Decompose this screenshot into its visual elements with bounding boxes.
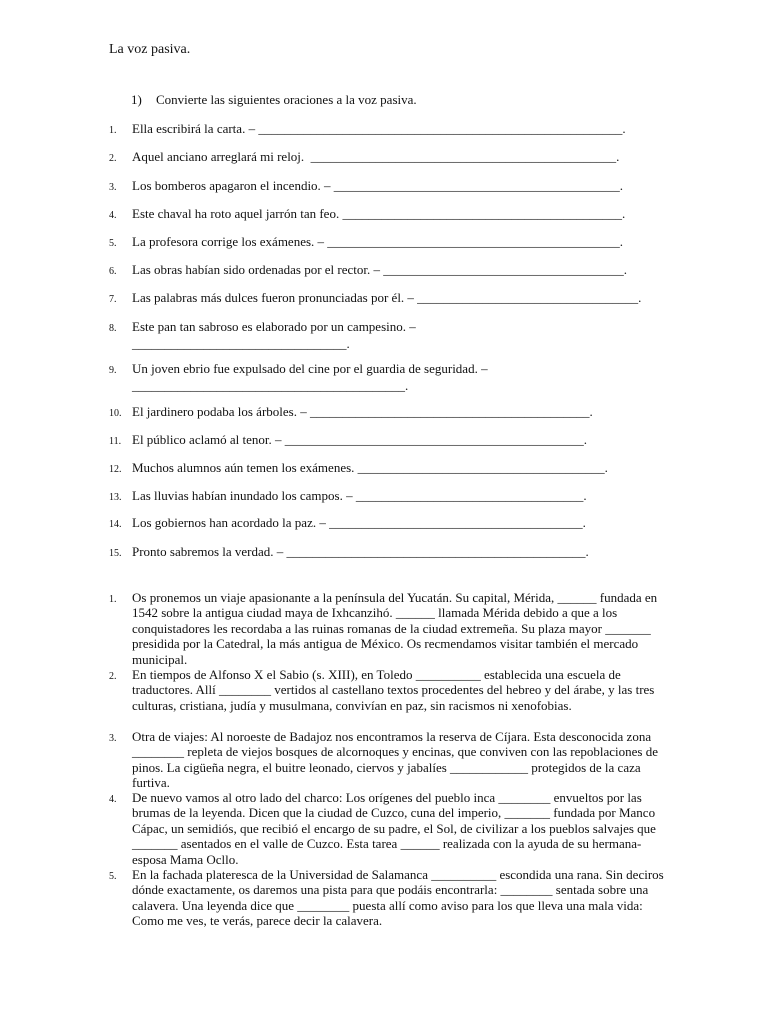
instruction-text: Convierte las siguientes oraciones a la voz pasiva. — [156, 92, 417, 107]
exercise-text: El jardinero podaba los árboles. – ___________________________________________. — [132, 404, 593, 419]
exercise-text: El público aclamó al tenor. – ______________________________________________. — [132, 432, 587, 447]
exercise-number: 13. — [109, 492, 122, 503]
exercise-number: 7. — [109, 294, 117, 305]
exercise-number: 1. — [109, 125, 117, 136]
paragraph-number: 4. — [109, 794, 117, 805]
exercise-text: Los bomberos apagaron el incendio. – ____________________________________________. — [132, 178, 624, 193]
exercise-text: Ella escribirá la carta. – ________________________________________________________. — [132, 121, 626, 136]
instruction-number: 1) — [131, 92, 142, 107]
paragraph-text: Otra de viajes: Al noroeste de Badajoz nos encontramos la reserva de Cíjara. Esta desconocida zona ________ repleta de viejos bosques de alcornoques y encinas, que conviven con las repoblaciones de pinos. La cigüeña negra, el buitre leonado, ciervos y jabalíes ____________ protegidos de la caza furtiva. — [132, 729, 658, 791]
exercise-text: Los gobiernos han acordado la paz. – _______________________________________. — [132, 515, 586, 530]
exercise-number: 3. — [109, 182, 117, 193]
instruction — [131, 92, 417, 108]
exercise-number: 2. — [109, 153, 117, 164]
paragraph-number: 5. — [109, 871, 117, 882]
exercise-number: 15. — [109, 548, 122, 559]
page-title: La voz pasiva. — [109, 42, 191, 57]
paragraph-text: De nuevo vamos al otro lado del charco: Los orígenes del pueblo inca ________ envueltos por las brumas de la leyenda. Dicen que la ciudad de Cuzco, cuna del imperio, _______ fundada por Manco Cápac, un semidiós, que recibió el encargo de su padre, el Sol, de civilizar a los pueblos salvajes que _______ asentados en el valle de Cuzco. Esta tarea ______ realizada con la ayuda de su hermana-esposa Mama Ocllo. — [132, 790, 656, 867]
exercise-number: 4. — [109, 210, 117, 221]
exercise-number: 14. — [109, 519, 122, 530]
exercise-number: 5. — [109, 238, 117, 249]
paragraph-number: 2. — [109, 671, 117, 682]
exercise-number: 8. — [109, 323, 117, 334]
exercise-text: Este pan tan sabroso es elaborado por un campesino. – _________________________________. — [132, 319, 416, 351]
exercise-text: Un joven ebrio fue expulsado del cine por el guardia de seguridad. – __________________________________________. — [132, 361, 488, 393]
exercise-number: 12. — [109, 464, 122, 475]
exercise-text: Las palabras más dulces fueron pronunciadas por él. – __________________________________. — [132, 290, 642, 305]
exercise-text: Las lluvias habían inundado los campos. – ___________________________________. — [132, 488, 587, 503]
paragraph-number: 3. — [109, 733, 117, 744]
exercise-number: 9. — [109, 365, 117, 376]
exercise-text: Este chaval ha roto aquel jarrón tan feo. ___________________________________________. — [132, 206, 626, 221]
exercise-text: La profesora corrige los exámenes. – _____________________________________________. — [132, 234, 624, 249]
paragraph-text: En la fachada plateresca de la Universidad de Salamanca __________ escondida una rana. Sin deciros dónde exactamente, os daremos una pista para que podáis encontrarla: ________ sentada sobre una calavera. Una leyenda dice que ________ puesta allí como aviso para los que lleva una mala vida: Como me ves, te verás, parece decir la calavera. — [132, 867, 664, 929]
exercise-text: Las obras habían sido ordenadas por el rector. – _____________________________________. — [132, 262, 628, 277]
exercise-number: 6. — [109, 266, 117, 277]
exercise-text: Muchos alumnos aún temen los exámenes. ______________________________________. — [132, 460, 608, 475]
exercise-number: 10. — [109, 408, 122, 419]
paragraph-text: Os pronemos un viaje apasionante a la península del Yucatán. Su capital, Mérida, ______ fundada en 1542 sobre la antigua ciudad maya de Ixhcanzihó. ______ llamada Mérida debido a que a los conquistadores les recordaba a las ruinas romanas de la ciudad extremeña. Su plaza mayor _______ presidida por la Catedral, la más antigua de México. Os recmendamos visitar también el mercado municipal. — [132, 590, 658, 667]
exercise-number: 11. — [109, 436, 122, 447]
exercise-text: Pronto sabremos la verdad. – ______________________________________________. — [132, 544, 589, 559]
exercise-text: Aquel anciano arreglará mi reloj. _______________________________________________. — [132, 149, 620, 164]
paragraph-number: 1. — [109, 594, 117, 605]
paragraph-text: En tiempos de Alfonso X el Sabio (s. XIII), en Toledo __________ establecida una escuela de traductores. Allí ________ vertidos al castellano textos procedentes del hebreo y del árabe, y las tres culturas, cristiana, judía y musulmana, convivían en paz, sin racismos ni xenofobias. — [132, 667, 655, 713]
